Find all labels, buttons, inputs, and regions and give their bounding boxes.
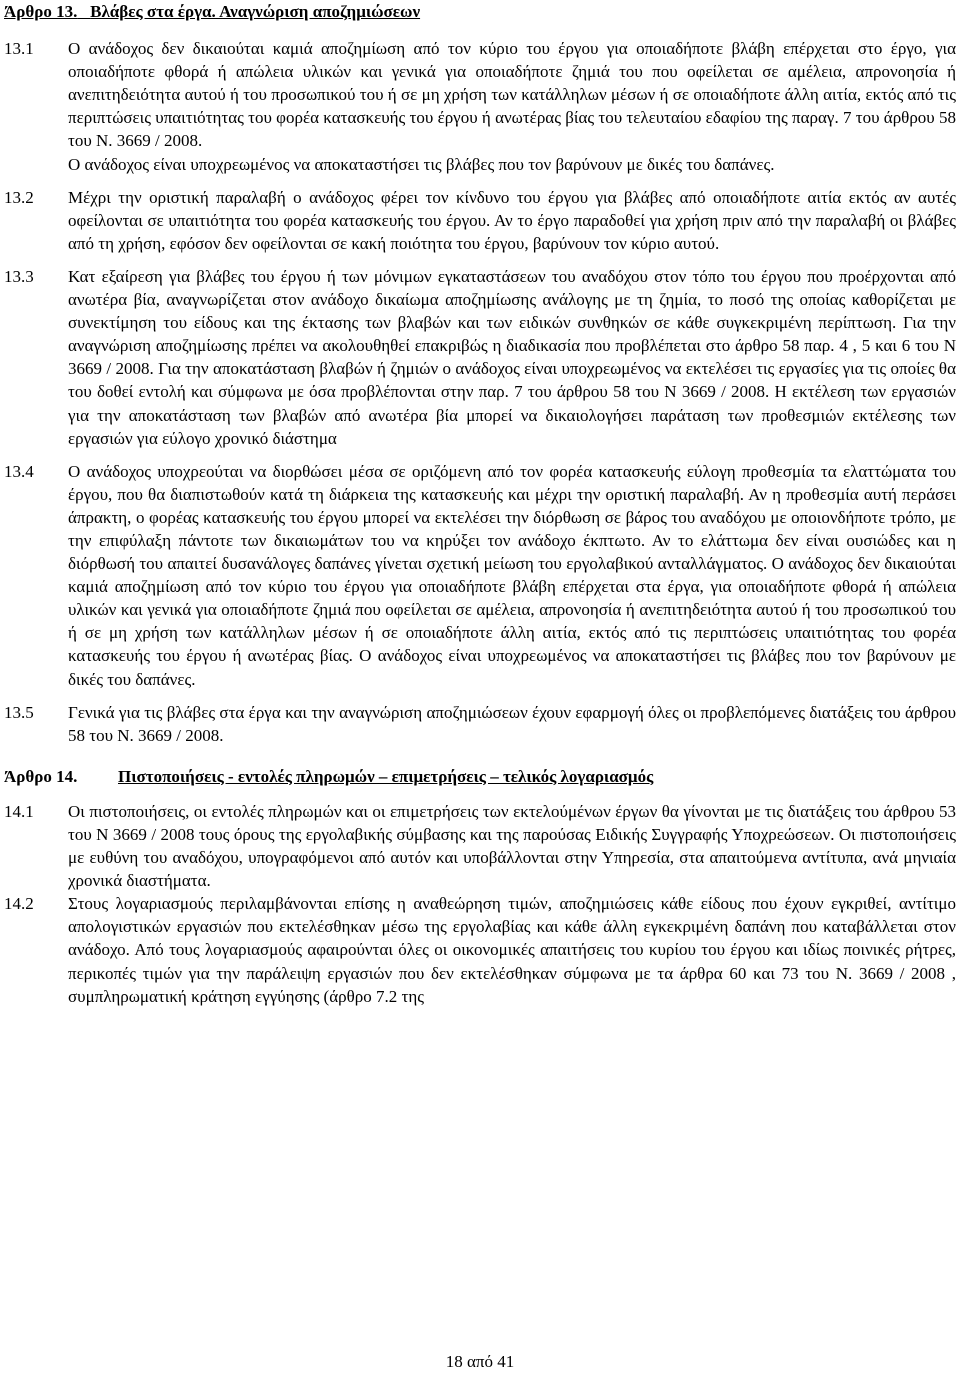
article-13-number: Άρθρο 13. bbox=[4, 2, 78, 21]
document-page bbox=[4, 0, 956, 1373]
clause-number: 14.1 bbox=[4, 801, 34, 821]
clause-13-3 bbox=[4, 265, 956, 450]
clause-paragraph: Κατ εξαίρεση για βλάβες του έργου ή των μόνιμων εγκαταστάσεων του αναδόχου στον τόπο του έργου που προέρχονται από ανωτέρα βία, αναγνωρίζεται στον ανάδοχο δικαίωμα αποζημίωσης ανάλογης με τη ζημία, το ποσό της οποίας καθορίζεται με συνεκτίμηση του είδους και της έκτασης των βλαβών και των ειδικών συνθηκών σε κάθε συγκεκριμένη περίπτωση. Για την αναγνώριση αποζημίωσης πρέπει να ακολουθηθεί επακριβώς η διαδικασία που προβλέπεται στο άρθρο 58 παρ. 4 , 5 και 6 του Ν 3669 / 2008. Για την αποκατάσταση βλαβών ή ζημιών ο ανάδοχος είναι υποχρεωμένος να εκτελέσει τις εργασίες για τις οποίες θα του δοθεί εντολή και σύμφωνα με όσα προβλέπονται στην παρ. 7 του άρθρου 58 του Ν 3669 / 2008. Η εκτέλεση των εργασιών για την αποκατάσταση των βλαβών από ανωτέρα βία μπορεί να δικαιολογήσει παράταση των προθεσμιών εκτέλεσης των εργασιών για εύλογο χρονικό διάστημα bbox=[68, 266, 956, 448]
clause-paragraph: Ο ανάδοχος υποχρεούται να διορθώσει μέσα σε οριζόμενη από τον φορέα κατασκευής εύλογη προθεσμία τα ελαττώματα του έργου, που θα διαπιστωθούν κατά τη διάρκεια της κατασκευής και μέχρι την οριστική παραλαβή. Αν η προθεσμία αυτή περάσει άπρακτη, ο φορέας κατασκευής του έργου μπορεί να εκτελέσει την διόρθωση σε βάρος του αναδόχου με οποιονδήποτε τρόπο, με την επιφύλαξη πάντοτε των δικαιωμάτων του να κηρύξει τον ανάδοχο έκπτωτο. Αν το ελάττωμα δεν είναι ουσιώδες και η διόρθωσή του απαιτεί δυσανάλογες δαπάνες γίνεται σχετική μείωση του εργολαβικού ανταλλάγματος. Ο ανάδοχος δεν δικαιούται καμιά αποζημίωση από τον κύριο του έργου για οποιαδήποτε βλάβη επέρχεται στα έργα, για οποιαδήποτε φθορά ή απώλεια υλικών και γενικά για οποιαδήποτε ζημιά που οφείλεται σε αμέλεια, απρονοησία ή ανεπιτηδειότητα αυτού ή του προσωπικού του ή σε μη χρήση των κατάλληλων μέσων ή σε οποιαδήποτε άλλη αιτία, εκτός από τις περιπτώσεις υπαιτιότητας του φορέα κατασκευής του έργου ή ανωτέρας βίας. Ο ανάδοχος είναι υποχρεωμένος να αποκαταστήσει τις βλάβες που τον βαρύνουν με δικές του δαπάνες. bbox=[68, 461, 956, 689]
clause-paragraph: Γενικά για τις βλάβες στα έργα και την αναγνώριση αποζημιώσεων έχουν εφαρμογή όλες οι προβλεπόμενες διατάξεις του άρθρου 58 του Ν. 3669 / 2008. bbox=[68, 702, 956, 745]
clause-number: 13.3 bbox=[4, 266, 34, 286]
clause-paragraph: Στους λογαριασμούς περιλαμβάνονται επίσης η αναθεώρηση τιμών, αποζημιώσεις κάθε είδους που έχουν εγκριθεί, αντίτιμο απολογιστικών εργασιών που εκτελέσθηκαν μέσω της εργολαβίας και κάθε άλλη εγκεκριμένη δαπάνη που καταβάλλεται στον ανάδοχο. Από τους λογαριασμούς αφαιρούνται όλες οι οικονομικές απαιτήσεις του κυρίου του έργου και ιδίως ποινικές ρήτρες, περικοπές τιμών για την παράλειψη εργασιών που δεν εκτελέσθηκαν σύμφωνα με τα άρθρα 60 και 73 του Ν. 3669 / 2008 , συμπληρωματική κράτηση εγγύησης (άρθρο 7.2 της bbox=[68, 894, 956, 1006]
article-14-title: Πιστοποιήσεις - εντολές πληρωμών – επιμετρήσεις – τελικός λογαριασμός bbox=[118, 766, 654, 786]
article-13-title: Βλάβες στα έργα. Αναγνώριση αποζημιώσεων bbox=[90, 2, 421, 21]
clause-number: 13.5 bbox=[4, 702, 34, 722]
article-13-heading bbox=[4, 0, 956, 23]
article-14-number: Άρθρο 14. bbox=[4, 766, 78, 786]
clause-14-1 bbox=[4, 800, 956, 892]
clause-number: 13.1 bbox=[4, 39, 34, 59]
clause-number: 13.2 bbox=[4, 187, 34, 207]
clause-number: 14.2 bbox=[4, 894, 34, 914]
clause-13-1 bbox=[4, 37, 956, 176]
clause-paragraph: Ο ανάδοχος δεν δικαιούται καμιά αποζημίωση από τον κύριο του έργου για οποιαδήποτε βλάβη επέρχεται στο έργο, για οποιαδήποτε φθορά ή απώλεια υλικών και γενικά για οποιαδήποτε ζημιά του που οφείλεται σε αμέλεια, απρονοησία ή ανεπιτηδειότητα αυτού ή του προσωπικού του ή σε μη χρήση των κατάλληλων μέσων ή σε οποιαδήποτε άλλη αιτία, εκτός από τις περιπτώσεις υπαιτιότητας του φορέα κατασκευής του έργου ή ανωτέρας βίας του τελευταίου εδαφίου της παραγ. 7 του άρθρου 58 του Ν. 3669 / 2008. bbox=[68, 39, 956, 151]
clause-paragraph: Μέχρι την οριστική παραλαβή ο ανάδοχος φέρει τον κίνδυνο του έργου για βλάβες από οποιαδήποτε αιτία εκτός αν αυτές οφείλονται σε υπαιτιότητα του φορέα κατασκευής του έργου. Αν το έργο παραδοθεί για χρήση πριν από την παραλαβή οι βλάβες από τη χρήση, εφόσον δεν οφείλονται σε κακή ποιότητα του έργου, βαρύνουν τον κύριο αυτού. bbox=[68, 187, 956, 253]
clause-14-2 bbox=[4, 892, 956, 1007]
clause-13-2 bbox=[4, 186, 956, 255]
clause-paragraph: Οι πιστοποιήσεις, οι εντολές πληρωμών και οι επιμετρήσεις των εκτελούμένων έργων θα γίνονται με τις διατάξεις του άρθρου 53 του Ν 3669 / 2008 τους όρους της εργολαβικής σύμβασης και της παρούσας Ειδικής Συγγραφής Υποχρεώσεων. Οι πιστοποιήσεις με ευθύνη του αναδόχου, υπογραφόμενοι από αυτόν και υποβάλλονται στην Υπηρεσία, στα απαιτούμενα αντίτυπα, ανά μηνιαία χρονικά διαστήματα. bbox=[68, 801, 956, 891]
clause-13-4 bbox=[4, 460, 956, 691]
clause-paragraph: Ο ανάδοχος είναι υποχρεωμένος να αποκαταστήσει τις βλάβες που τον βαρύνουν με δικές του δαπάνες. bbox=[68, 154, 775, 174]
page-number: 18 από 41 bbox=[445, 1352, 515, 1371]
article-14-heading bbox=[4, 765, 956, 788]
clause-13-5 bbox=[4, 701, 956, 747]
clause-number: 13.4 bbox=[4, 461, 34, 481]
